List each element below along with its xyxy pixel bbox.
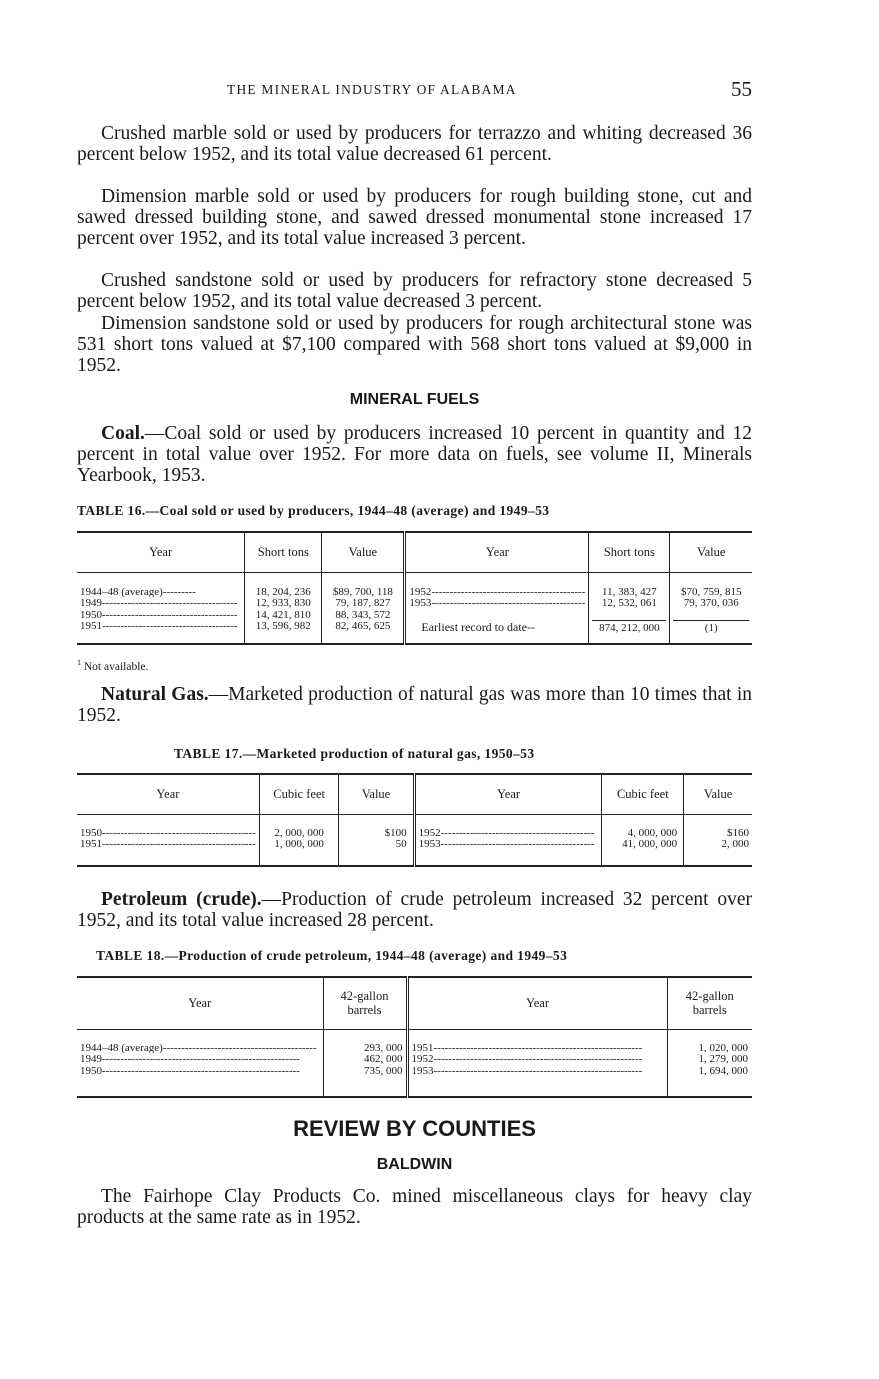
t17-left-values: $100 50	[339, 814, 414, 866]
table-row-label: 1950------------------------------------------------------	[80, 1064, 300, 1076]
t17-right-values: $160 2, 000	[684, 814, 752, 866]
t17-left-years	[77, 814, 259, 866]
table-row-label: 1952---------------------------------------------------------	[411, 1053, 643, 1065]
t16-right-values: $70, 759, 815 79, 370, 036 (1)	[670, 572, 752, 644]
table-row-label: 1953------------------------------------------	[418, 838, 595, 850]
table-row-label: 1952------------------------------------------	[418, 826, 595, 838]
t18-header-barrels: 42-gallon barrels	[323, 977, 407, 1029]
t16-header-year: Year	[77, 532, 245, 572]
table17	[77, 773, 752, 867]
paragraph-dimension-sandstone: Dimension sandstone sold or used by producers for rough architectural stone was 531 short tons valued at $7,100 compared with 568 short tons valued at $9,000 in 1952.	[77, 313, 752, 376]
table-row-label: 1944–48 (average)------------------------------------------	[80, 1041, 317, 1053]
t17-right-cubic-feet: 4, 000, 000 41, 000, 000	[602, 814, 684, 866]
county-heading-baldwin: BALDWIN	[376, 1156, 453, 1173]
t16-left-years	[77, 572, 245, 644]
paragraph-baldwin: The Fairhope Clay Products Co. mined miscellaneous clays for heavy clay products at the same rate as in 1952.	[77, 1186, 752, 1228]
t16-record-short-tons: 874, 212, 000	[592, 620, 666, 634]
t16-header-value-2: Value	[670, 532, 752, 572]
t18-header-year-2: Year	[407, 977, 667, 1029]
section-heading-review-by-counties: REVIEW BY COUNTIES	[293, 1116, 536, 1141]
running-header	[77, 77, 752, 102]
t17-right-years	[414, 814, 602, 866]
t17-header-year-2: Year	[414, 774, 602, 814]
table-row-label: 1953------------------------------------------	[409, 597, 586, 609]
paragraph-coal: Coal.—Coal sold or used by producers increased 10 percent in quantity and 12 percent in total value over 1952. For more data on fuels, see volume II, Minerals Yearbook, 1953.	[77, 423, 752, 486]
table16	[77, 531, 752, 645]
t16-header-year-2: Year	[405, 532, 589, 572]
table-row-label: 1953---------------------------------------------------------	[411, 1064, 643, 1076]
running-title: THE MINERAL INDUSTRY OF ALABAMA	[227, 82, 517, 97]
paragraph-dimension-marble: Dimension marble sold or used by producers for rough building stone, cut and sawed dressed building stone, and sawed dressed monumental stone increased 17 percent over 1952, and its total value increased 3 percent.	[77, 186, 752, 249]
t17-header-value-2: Value	[684, 774, 752, 814]
t16-record-label: Earliest record to date--	[421, 619, 536, 634]
coal-lead: Coal.	[101, 423, 145, 444]
table16-caption: TABLE 16.—Coal sold or used by producers, 1944–48 (average) and 1949–53	[77, 503, 550, 518]
t17-header-year: Year	[77, 774, 259, 814]
t18-header-year: Year	[77, 977, 323, 1029]
table18	[77, 976, 752, 1098]
table-row-label: 1952------------------------------------------	[409, 585, 586, 597]
t16-right-years	[405, 572, 589, 644]
page-number: 55	[731, 77, 752, 101]
table-row-label: 1944–48 (average)---------	[80, 585, 196, 597]
paragraph-crushed-marble: Crushed marble sold or used by producers for terrazzo and whiting decreased 36 percent below 1952, and its total value decreased 61 percent.	[77, 123, 752, 165]
paragraph-petroleum: Petroleum (crude).—Production of crude petroleum increased 32 percent over 1952, and its total value increased 28 percent.	[77, 889, 752, 931]
t16-right-short-tons: 11, 383, 427 12, 532, 061 874, 212, 000	[589, 572, 670, 644]
t17-header-cubic-feet: Cubic feet	[259, 774, 339, 814]
t17-header-value: Value	[339, 774, 414, 814]
table-row-label: 1949------------------------------------------------------	[80, 1053, 300, 1065]
paragraph-natural-gas: Natural Gas.—Marketed production of natural gas was more than 10 times that in 1952.	[77, 684, 753, 726]
t18-right-barrels: 1, 020, 000 1, 279, 000 1, 694, 000	[667, 1029, 752, 1097]
t16-header-value: Value	[322, 532, 405, 572]
t18-right-years	[407, 1029, 667, 1097]
t16-record-value: (1)	[673, 620, 749, 634]
table-row-label: 1950-------------------------------------	[80, 608, 238, 620]
t18-header-barrels-2: 42-gallon barrels	[667, 977, 752, 1029]
t16-left-values: $89, 700, 118 79, 187, 827 88, 343, 572 82, 465, 625	[322, 572, 405, 644]
t16-header-short-tons: Short tons	[245, 532, 322, 572]
table-row-label: 1951---------------------------------------------------------	[411, 1041, 643, 1053]
t17-left-cubic-feet: 2, 000, 000 1, 000, 000	[259, 814, 339, 866]
t16-left-short-tons: 18, 204, 236 12, 933, 830 14, 421, 810 13, 596, 982	[245, 572, 322, 644]
paragraph-crushed-sandstone: Crushed sandstone sold or used by producers for refractory stone decreased 5 percent below 1952, and its total value decreased 3 percent.	[77, 270, 752, 312]
table-row-label: 1951-------------------------------------	[80, 620, 238, 632]
table-row-label: 1950------------------------------------------	[80, 826, 256, 838]
t16-header-short-tons-2: Short tons	[589, 532, 670, 572]
natural-gas-lead: Natural Gas.	[101, 684, 209, 705]
petroleum-lead: Petroleum (crude).	[101, 889, 262, 910]
table16-footnote: $^1$ Not available.	[77, 658, 149, 673]
section-heading-mineral-fuels: MINERAL FUELS	[349, 391, 480, 408]
table18-caption: TABLE 18.—Production of crude petroleum, 1944–48 (average) and 1949–53	[96, 948, 568, 963]
table-row-label: 1951------------------------------------------	[80, 838, 256, 850]
t18-left-years	[77, 1029, 323, 1097]
table17-caption: TABLE 17.—Marketed production of natural gas, 1950–53	[174, 746, 535, 761]
t18-left-barrels: 293, 000 462, 000 735, 000	[323, 1029, 407, 1097]
t17-header-cubic-feet-2: Cubic feet	[602, 774, 684, 814]
table-row-label: 1949-------------------------------------	[80, 597, 238, 609]
